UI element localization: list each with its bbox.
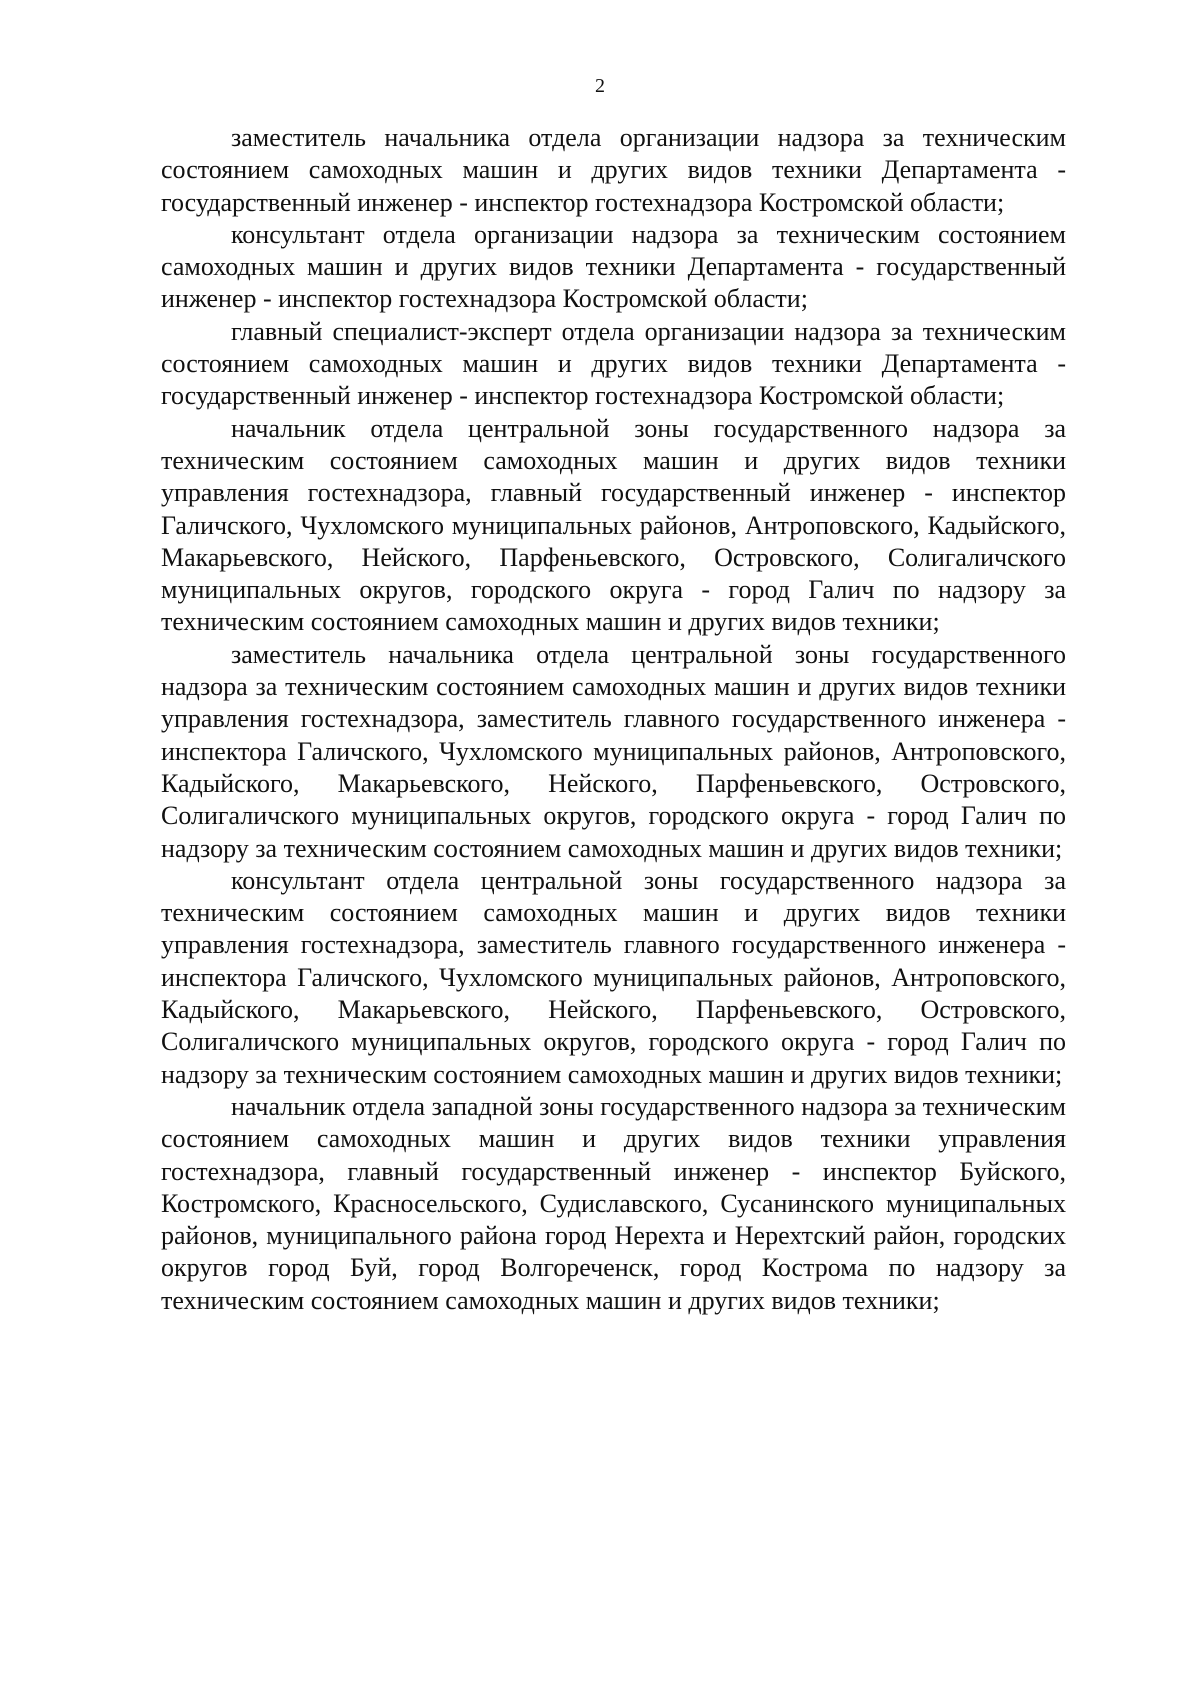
paragraph-head-central-zone-dept: начальник отдела центральной зоны государственного надзора за техническим состоянием самоходных машин и других видов техники управления гостехнадзора, главный государственный инженер - инспектор Галичского, Чухломского муниципальных районов, Антроповского, Кадыйского, Макарьевского, Нейского, Парфеньевского, Островского, Солигаличского муниципальных округов, городского округа - город Галич по надзору за техническим состоянием самоходных машин и других видов техники; <box>161 413 1066 637</box>
paragraph-head-western-zone-dept: начальник отдела западной зоны государственного надзора за техническим состоянием самоходных машин и других видов техники управления гостехнадзора, главный государственный инженер - инспектор Буйского, Костромского, Красносельского, Судиславского, Сусанинского муниципальных районов, муниципального района город Нерехта и Нерехтский район, городских округов город Буй, город Волгореченск, город Кострома по надзору за техническим состоянием самоходных машин и других видов техники; <box>161 1091 1066 1315</box>
paragraph-deputy-head-central-zone-dept: заместитель начальника отдела центральной зоны государственного надзора за техническим состоянием самоходных машин и других видов техники управления гостехнадзора, заместитель главного государственного инженера - инспектора Галичского, Чухломского муниципальных районов, Антроповского, Кадыйского, Макарьевского, Нейского, Парфеньевского, Островского, Солигаличского муниципальных округов, городского округа - город Галич по надзору за техническим состоянием самоходных машин и других видов техники; <box>161 639 1066 863</box>
paragraph-consultant-organization-dept: консультант отдела организации надзора за техническим состоянием самоходных машин и других видов техники Департамента - государственный инженер - инспектор гостехнадзора Костромской области; <box>161 219 1066 314</box>
paragraph-chief-specialist-organization-dept: главный специалист-эксперт отдела организации надзора за техническим состоянием самоходных машин и других видов техники Департамента - государственный инженер - инспектор гостехнадзора Костромской области; <box>161 316 1066 411</box>
document-body <box>161 122 1066 1317</box>
page-number: 2 <box>595 75 605 97</box>
paragraph-consultant-central-zone-dept: консультант отдела центральной зоны государственного надзора за техническим состоянием самоходных машин и других видов техники управления гостехнадзора, заместитель главного государственного инженера - инспектора Галичского, Чухломского муниципальных районов, Антроповского, Кадыйского, Макарьевского, Нейского, Парфеньевского, Островского, Солигаличского муниципальных округов, городского округа - город Галич по надзору за техническим состоянием самоходных машин и других видов техники; <box>161 865 1066 1089</box>
paragraph-deputy-head-organization-dept: заместитель начальника отдела организации надзора за техническим состоянием самоходных машин и других видов техники Департамента - государственный инженер - инспектор гостехнадзора Костромской области; <box>161 123 1066 217</box>
